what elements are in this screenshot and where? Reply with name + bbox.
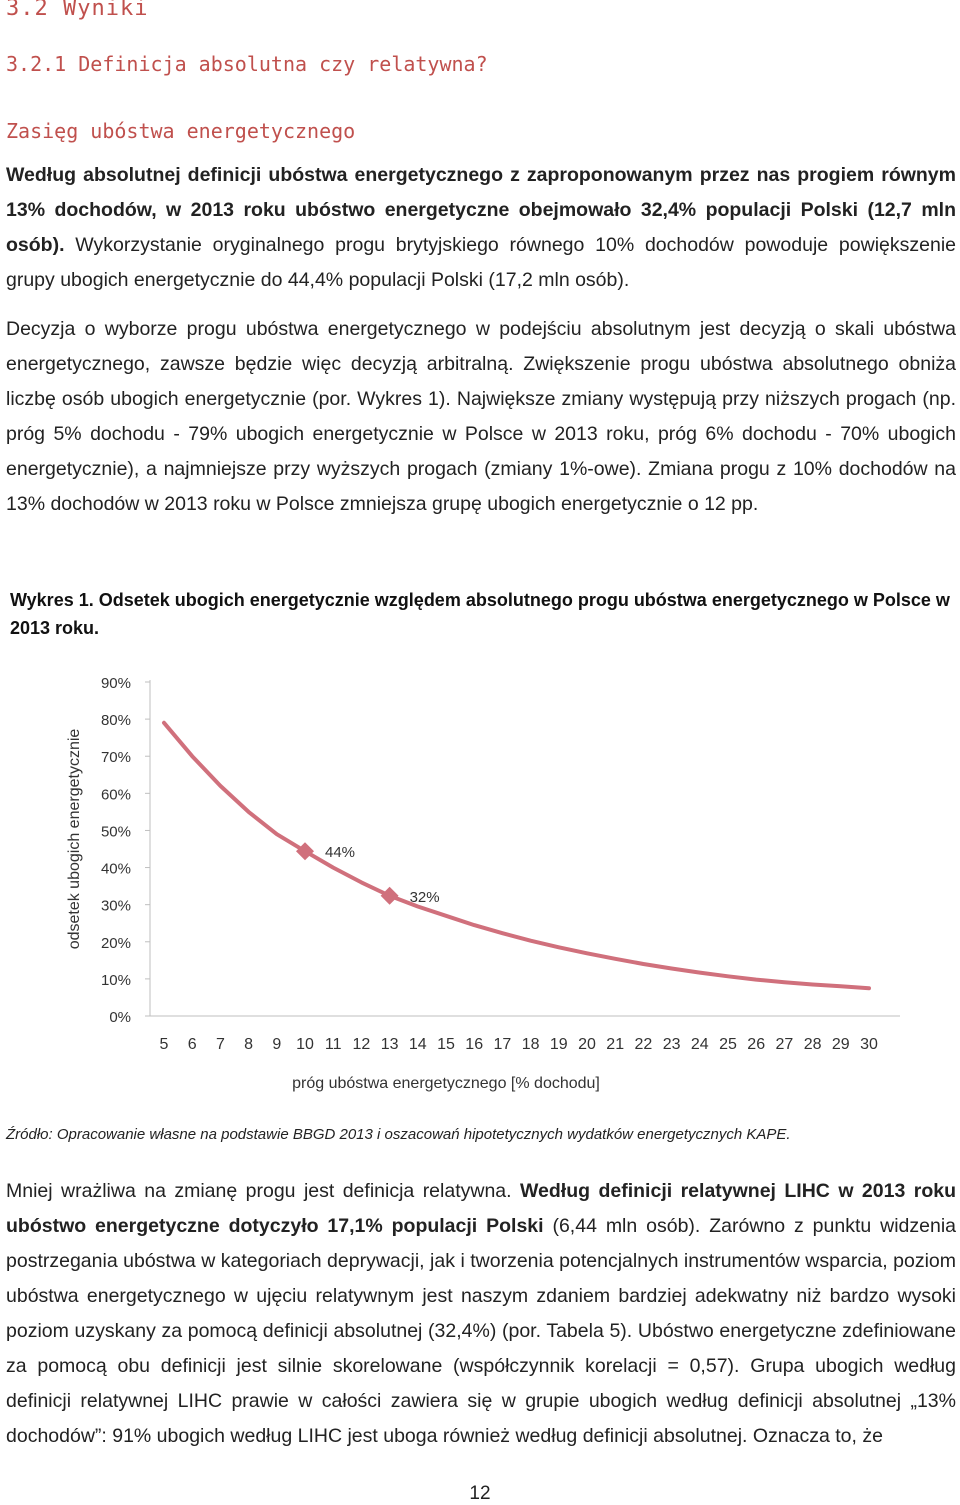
paragraph-1-rest: Wykorzystanie oryginalnego progu brytyjskiego równego 10% dochodów powoduje powiększenie grupy ubogich energetycznie do 44,4% populacji Polski (17,2 mln osób).	[6, 234, 956, 291]
highlight-marker	[296, 842, 314, 860]
x-tick-label: 10	[296, 1036, 314, 1053]
chart-source-note: Źródło: Opracowanie własne na podstawie BBGD 2013 i oszacowań hipotetycznych wydatków energetycznych KAPE.	[6, 1126, 791, 1143]
x-tick-label: 29	[831, 1036, 850, 1053]
x-tick-label: 12	[352, 1036, 371, 1053]
x-tick-label: 11	[324, 1036, 342, 1053]
x-tick-label: 23	[662, 1036, 681, 1053]
subsection-heading: 3.2.1 Definicja absolutna czy relatywna?	[6, 52, 488, 76]
x-tick-label: 19	[549, 1036, 568, 1053]
page-number: 12	[469, 1483, 491, 1504]
x-tick-label: 24	[690, 1036, 709, 1053]
x-tick-label: 28	[803, 1036, 822, 1053]
highlight-label: 32%	[409, 888, 440, 906]
x-tick-label: 30	[860, 1036, 878, 1053]
x-tick-label: 22	[634, 1036, 653, 1053]
y-tick-label: 50%	[100, 823, 131, 841]
x-tick-label: 8	[244, 1036, 254, 1053]
x-tick-label: 14	[408, 1036, 427, 1053]
chart-caption-text: Odsetek ubogich energetycznie względem absolutnego progu ubóstwa energetycznego w Polsce w 2013 roku.	[10, 590, 950, 638]
paragraph-1	[6, 158, 956, 298]
series-line	[164, 723, 869, 988]
paragraph-3	[6, 1174, 956, 1454]
x-tick-label: 25	[719, 1036, 737, 1053]
x-tick-label: 5	[159, 1036, 169, 1053]
x-axis-title: próg ubóstwa energetycznego [% dochodu]	[292, 1075, 600, 1092]
x-tick-label: 20	[578, 1036, 596, 1053]
subheading: Zasięg ubóstwa energetycznego	[6, 119, 356, 143]
y-tick-label: 20%	[100, 934, 131, 952]
x-tick-label: 18	[521, 1036, 540, 1053]
y-tick-label: 10%	[100, 971, 131, 989]
x-tick-label: 17	[493, 1036, 512, 1053]
chart-caption-label: Wykres 1.	[10, 590, 94, 610]
y-tick-label: 0%	[109, 1009, 131, 1026]
section-heading: 3.2 Wyniki	[6, 0, 149, 21]
paragraph-2: Decyzja o wyborze progu ubóstwa energetycznego w podejściu absolutnym jest decyzją o skali ubóstwa energetycznego, zawsze będzie więc decyzją arbitralną. Zwiększenie progu ubóstwa absolutnego obniża liczbę osób ubogich energetycznie (por. Wykres 1). Największe zmiany występują przy niższych progach (np. próg 5% dochodu - 79% ubogich energetycznie w Polsce w 2013 roku, próg 6% dochodu - 70% ubogich energetycznie), a najmniejsze przy wyższych progach (zmiany 1%-owe). Zmiana progu z 10% dochodów na 13% dochodów w 2013 roku w Polsce zmniejsza grupę ubogich energetycznie o 12 pp.	[6, 318, 956, 515]
y-tick-label: 80%	[100, 712, 131, 730]
y-tick-label: 60%	[100, 786, 131, 804]
paragraph-3-rest: (6,44 mln osób). Zarówno z punktu widzenia postrzegania ubóstwa w kategoriach deprywacji, jak i tworzenia potencjalnych instrumentów wsparcia, poziom ubóstwa energetycznego w ujęciu relatywnym jest naszym zdaniem bardziej adekwatny niż bardzo wysoki poziom uzyskany za pomocą definicji absolutnej (32,4%) (por. Tabela 5). Ubóstwo energetyczne zdefiniowane za pomocą obu definicji jest silnie skorelowane (współczynnik korelacji = 0,57). Grupa ubogich według definicji relatywnej LIHC prawie w całości zawiera się w grupie ubogich według definicji absolutnej „13% dochodów”: 91% ubogich według LIHC jest uboga również według definicji absolutnej. Oznacza to, że	[6, 1215, 956, 1447]
x-tick-label: 6	[187, 1036, 197, 1053]
y-axis-title: odsetek ubogich energetycznie	[66, 728, 83, 950]
x-tick-label: 15	[437, 1036, 455, 1053]
x-tick-label: 27	[775, 1036, 794, 1053]
y-tick-label: 90%	[100, 675, 131, 692]
paragraph-1-bold: Według absolutnej definicji ubóstwa energetycznego z zaproponowanym przez nas progiem równym 13% dochodów, w 2013 roku ubóstwo energetyczne obejmowało 32,4% populacji Polski (12,7 mln osób).	[6, 164, 956, 256]
y-tick-label: 30%	[100, 897, 131, 915]
y-tick-label: 70%	[100, 749, 131, 767]
y-tick-label: 40%	[100, 860, 131, 878]
highlight-marker	[381, 887, 399, 905]
chart-caption	[10, 586, 955, 642]
paragraph-3-bold: Według definicji relatywnej LIHC w 2013 roku ubóstwo energetyczne dotyczyło 17,1% populacji Polski	[6, 1180, 956, 1237]
x-tick-label: 13	[380, 1036, 399, 1053]
x-tick-label: 16	[465, 1036, 484, 1053]
line-chart	[0, 660, 960, 1100]
highlight-label: 44%	[325, 844, 356, 862]
x-tick-label: 26	[747, 1036, 766, 1053]
x-tick-label: 9	[272, 1036, 282, 1053]
x-tick-label: 21	[606, 1036, 625, 1053]
x-tick-label: 7	[215, 1036, 225, 1053]
paragraph-3-start: Mniej wrażliwa na zmianę progu jest definicja relatywna.	[6, 1180, 520, 1202]
